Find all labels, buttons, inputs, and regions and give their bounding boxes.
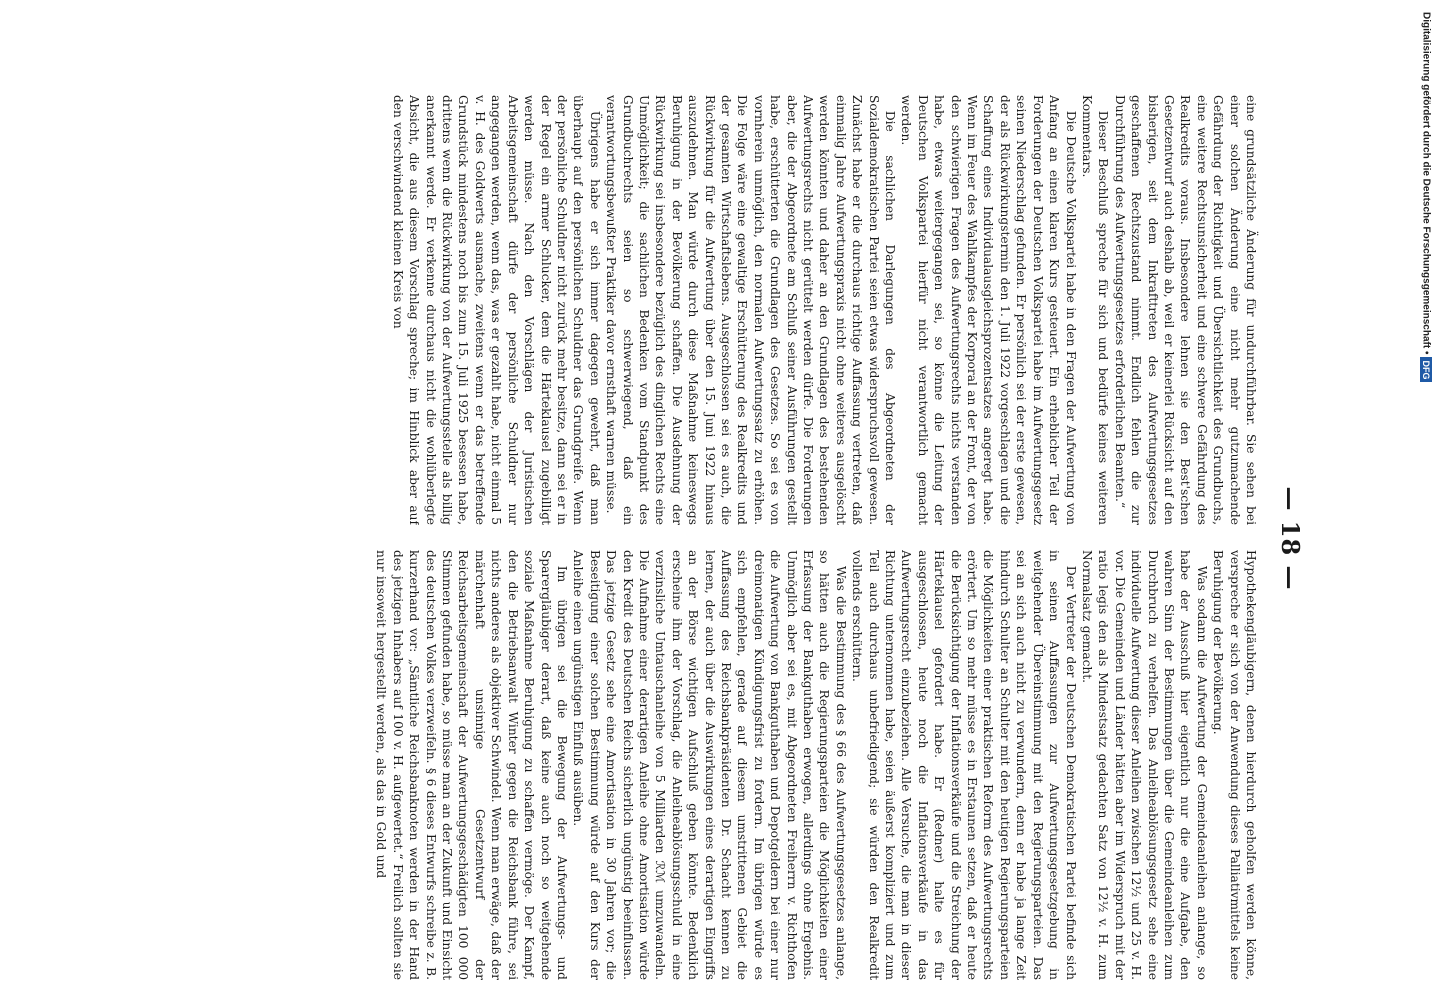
paragraph: Was sodann die Aufwertung der Gemeindeanleihen anlange, so habe der Ausschuß hier eigentlich nur die eine Aufgabe, den wahren Sinn der Bestimmungen über die Gemeindeanleihen zum Durchbruch zu verhelfen. Das Anleiheablösungsgesetz sehe eine individuelle Aufwertung dieser Anleihen zwischen 12½ und 25 v. H. vor. Die Gemeinden und Länder hätten aber im Widerspruch mit der ratio legis den als Mindestsatz gedachten Satz von 12½ v. H. zum Normalsatz gemacht.: [1079, 550, 1209, 980]
text-column-left: [14, 95, 1259, 525]
paragraph: Was die Bestimmung des § 66 des Aufwertungsgesetzes anlange, so hätten auch die Regierungsparteien die Möglichkeiten einer Erfassung der Bankguthaben erwogen, allerdings ohne Ergebnis. Unmöglich aber sei es, mit Abgeordneten Freiherrn v. Richthofen die Aufwertung von Bankguthaben und Depotgeldern bei einer nur dreimonatigen Kündigungsfrist zu fordern. Im übrigen würde es sich empfehlen, gerade auf diesem umstrittenen Gebiet die Auffassung des Reichsbankpräsidenten Dr. Schacht kennen zu lernen, der auch über die Auswirkungen eines derartigen Eingriffs an der Börse wichtigen Aufschluß geben könnte. Bedenklich erscheine ihm der Vorschlag, die Anleiheablösungsschuld in eine verzinsliche Umtauschanleihe von 5 Milliarden ℛℳ umzuwandeln. Die Aufnahme einer derartigen Anleihe ohne Amortisation würde den Kredit des Deutschen Reichs sicherlich ungünstig beeinflussen. Das jetzige Gesetz sehe eine Amortisation in 30 Jahren vor; die Beseitigung einer solchen Bestimmung würde auf den Kurs der Anleihe einen ungünstigen Einfluß ausüben.: [571, 550, 848, 980]
paragraph: Die Deutsche Volkspartei habe in den Fragen der Aufwertung von Anfang an einen klaren Kurs gesteuert. Ein erheblicher Teil der Forderungen der Deutschen Volkspartei habe im Aufwertungsgesetz seinen Niederschlag gefunden. Er persönlich sei der erste gewesen, der als Rückwirkungstermin den 1. Juli 1922 vorgeschlagen und die Schaffung eines Individualausgleichsprozentsatzes angeregt habe. Wenn im Feuer des Wahlkampfes der Korporal an der Front, der von den schwierigen Fragen des Aufwertungsrechts nichts verstanden habe, etwas weitergegangen sei, so könne die Leitung der Deutschen Volkspartei hierfür nicht verantwortlich gemacht werden.: [899, 95, 1078, 525]
digitization-credit-text: Digitalisierung gefördert durch die Deutsche Forschungsgemeinschaft •: [1420, 12, 1432, 355]
paragraph: Hypothekengläubigern, denen hierdurch geholfen werden könne, verspreche er sich von der Anwendung dieses Palliativmittels keine Beruhigung der Bevölkerung.: [1211, 550, 1258, 980]
paragraph: Übrigens habe er sich immer dagegen gewehrt, daß man überhaupt auf den persönlichen Schuldner das Grundgreife. Wenn der persönliche Schuldner nicht zurück mehr besitze, dann sei er in der Regel ein armer Schlucker, dem die Härteklausel zugebilligt werden müsse. Nach den Vorschlägen der Juristischen Arbeitsgemeinschaft dürfe der persönliche Schuldner nur angegangen werden, wenn das, was er gezahlt habe, nicht einmal 5 v. H. des Goldwerts ausmache, zweitens wenn er das betreffende Grundstück mindestens noch bis zum 15. Juli 1925 besessen habe, drittens wenn die Rückwirkung von der Aufwertungsstelle als billig anerkannt werde. Er verkenne durchaus nicht die wohlüberlegte Absicht, die aus diesem Vorschlag spreche; im Hinblick aber auf den verschwindend kleinen Kreis von: [390, 95, 602, 525]
paragraph: eine grundsätzliche Änderung für undurchführbar. Sie sehen bei einer solchen Änderung eine nicht mehr gutzumachende Gefährdung der Richtigkeit und Übersichtlichkeit des Grundbuchs, eine weitere Rechtsunsicherheit und eine schwere Gefährdung des Realkredits voraus. Insbesondere lehnen sie den Best'schen Gesetzentwurf auch deshalb ab, weil er keinerlei Rücksicht auf den bisherigen, seit dem Inkrafttreten des Aufwertungsgesetzes geschaffenen Rechtszustand nimmt. Endlich fehlen die zur Durchführung des Aufwertungsgesetzes erforderlichen Beamten.“: [1112, 95, 1258, 525]
rotated-document-page: [0, 75, 1317, 1000]
digitization-credit: [1420, 12, 1432, 382]
paragraph: Die sachlichen Darlegungen des Abgeordneten der Sozialdemokratischen Partei seien etwas widerspruchsvoll gewesen. Zunächst habe er die durchaus richtige Auffassung vertreten, daß einmalig Jahre Aufwertungspraxis nicht ohne weiteres ausgelöscht werden könnten und daher an den Grundlagen des bestehenden Aufwertungsrechts nicht gerüttelt werden dürfe. Die Forderungen aber, die der Abgeordnete am Schluß seiner Ausführungen gestellt habe, erschütterten die Grundlagen des Gesetzes. So sei es von vornherein unmöglich, den normalen Aufwertungssatz zu erhöhen. Die Folge wäre eine gewaltige Erschütterung des Realkredits und der gesamten Wirtschaftslebens. Ausgeschlossen sei es auch, die Rückwirkung für die Aufwertung über den 15. Juni 1922 hinaus auszudehnen. Man würde durch diese Maßnahme keineswegs Beruhigung in der Bevölkerung schaffen. Die Ausdehnung der Rückwirkung sei insbesondere bezüglich des dinglichen Rechts eine Unmöglichkeit; die sachlichen Bedenken vom Standpunkt des Grundbuchrechts seien so schwerwiegend, daß ein verantwortungsbewußter Praktiker davor ernsthaft warnen müsse.: [604, 95, 898, 525]
dfg-logo: DFG: [1420, 357, 1432, 382]
page-number: — 18 —: [1276, 486, 1305, 591]
text-column-right: [14, 550, 1259, 980]
paragraph: Dieser Beschluß spreche für sich und bedürfe keines weiteren Kommentars.: [1079, 95, 1111, 525]
paragraph: Der Vertreter der Deutschen Demokratischen Partei befinde sich in seinen Auffassungen zur Aufwertungsgesetzgebung in weitgehender Übereinstimmung mit den Regierungsparteien. Das sei an sich auch nicht zu verwundern, denn er habe ja lange Zeit hindurch Schulter an Schulter mit den heutigen Regierungsparteien die Möglichkeiten einer praktischen Reform des Aufwertungsrechts erörtert. Um so mehr müsse es in Erstaunen setzen, daß er heute die Berücksichtigung der Inflationsverkäufe und die Streichung der Härteklausel gefordert habe. Er (Redner) halte es für ausgeschlossen, heute noch die Inflationsverkäufe in das Aufwertungsrecht einzubeziehen. Alle Versuche, die man in dieser Richtung unternommen habe, seien äußerst kompliziert und zum Teil auch durchaus unbefriedigend; sie würden den Realkredit vollends erschüttern.: [850, 550, 1078, 980]
paragraph: Im übrigen sei die Bewegung der Aufwertungs- und Sparergläubiger derart, daß keine auch noch so weitgehende soziale Maßnahme Beruhigung zu schaffen vermöge. Der Kampf, den die Betriebsanwalt Winter gegen die Reichsbank führe, sei nichts anderes als objektiver Schwindel. Wenn man erwäge, daß der märchenhaft unsinnige Gesetzentwurf der Reichsarbeitsgemeinschaft der Aufwertungsgeschädigten 100 000 Stimmen gefunden habe, so müsse man an der Zukunft und Einsicht des deutschen Volkes verzweifeln. § 6 dieses Entwurfs schreibe z. B. kurzerhand vor: „Sämtliche Reichsbanknoten werden in der Hand des jetzigen Inhabers auf 100 v. H. aufgewertet.“ Freilich sollten sie nur insoweit hergestellt werden, als das in Gold und: [374, 550, 569, 980]
